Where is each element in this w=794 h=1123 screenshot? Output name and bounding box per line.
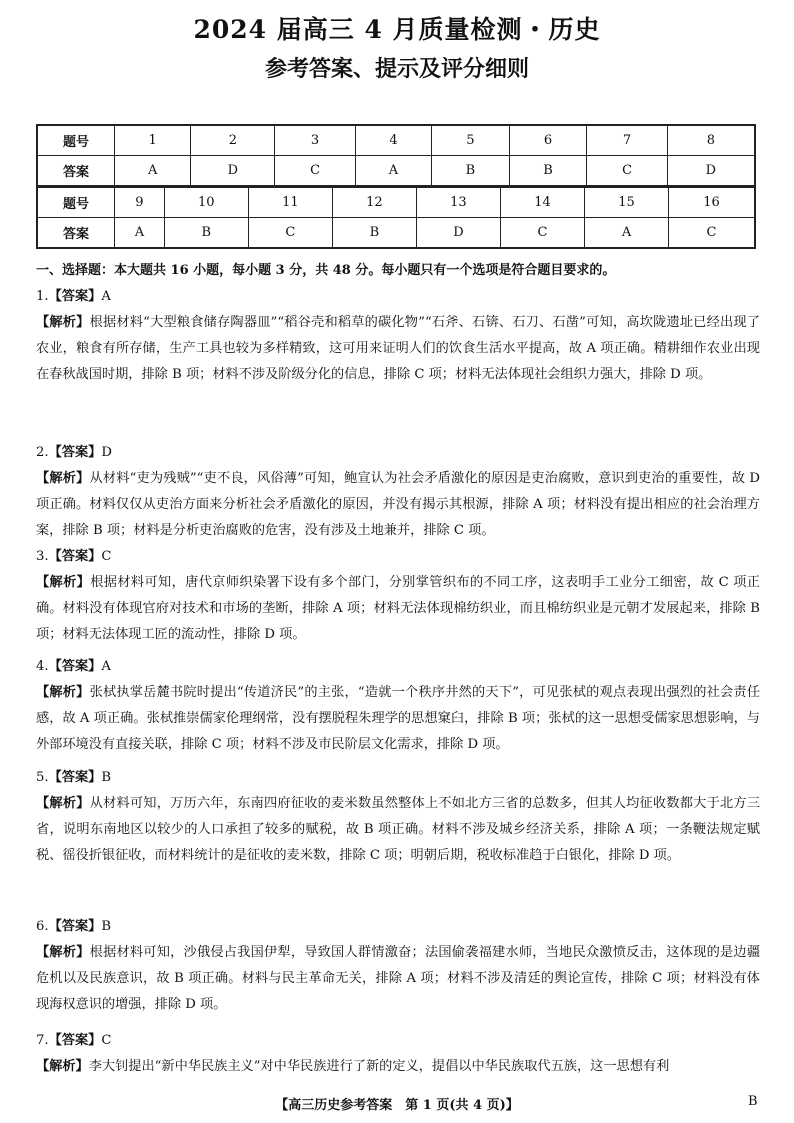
explanation-paragraph [36, 940, 760, 1018]
answer-tag: 【答案】 [48, 919, 102, 934]
answer-item-5 [36, 765, 760, 869]
table-cell: A [585, 218, 669, 249]
answer-line [36, 544, 760, 570]
explanation-paragraph [36, 570, 760, 648]
explanation-tag: 【解析】 [36, 471, 90, 486]
answer-line [36, 914, 760, 940]
answer-tag: 【答案】 [48, 659, 102, 674]
table-cell: 6 [509, 125, 587, 156]
answer-item-2 [36, 440, 760, 544]
explanation-text: 根据材料可知，沙俄侵占我国伊犁，导致国人群情激奋；法国偷袭福建水师，当地民众激愤反击，这体现的是边疆危机以及民族意识，故 B 项正确。材料与民主革命无关，排除 A 项；材料不涉及清廷的舆论宣传，排除 C 项；材料没有体现海权意识的增强，排除 D 项。 [36, 945, 761, 1012]
table-cell: C [275, 156, 355, 187]
answer-item-1 [36, 284, 760, 388]
answer-item-3 [36, 544, 760, 648]
explanation-paragraph [36, 1054, 760, 1080]
answer-table-1-8 [36, 124, 756, 187]
table-cell: A [355, 156, 431, 187]
explanation-paragraph [36, 466, 760, 544]
table-cell: C [248, 218, 332, 249]
page-footer: 【高三历史参考答案 第 1 页(共 4 页)】 [275, 1098, 519, 1113]
explanation-tag: 【解析】 [36, 685, 90, 700]
explanation-tag: 【解析】 [36, 575, 91, 590]
row-label-number: 题号 [37, 125, 115, 156]
table-row-numbers [37, 187, 755, 218]
table-cell: 8 [667, 125, 755, 156]
table-cell: 11 [248, 187, 332, 218]
table-row-answers [37, 218, 755, 249]
answer-line [36, 1028, 760, 1054]
item-number: 7. [36, 1033, 49, 1048]
explanation-text: 根据材料可知，唐代京师织染署下设有多个部门，分别掌管织布的不同工序，这表明手工业分工细密，故 C 项正确。材料没有体现官府对技术和市场的垄断，排除 A 项；材料无法体现棉纺织业，而且棉纺织业是元朝才发展起来，排除 B 项；材料无法体现工匠的流动性，排除 D 项。 [36, 575, 760, 642]
table-row-numbers [37, 125, 755, 156]
table-cell: 14 [500, 187, 584, 218]
table-cell: 1 [115, 125, 191, 156]
explanation-tag: 【解析】 [36, 315, 90, 330]
answer-value: B [101, 770, 112, 785]
table-cell: C [500, 218, 584, 249]
explanation-tag: 【解析】 [36, 945, 90, 960]
answer-value: A [101, 659, 111, 674]
table-cell: 15 [585, 187, 669, 218]
explanation-paragraph [36, 680, 760, 758]
answer-value: C [101, 549, 112, 564]
table-cell: B [509, 156, 587, 187]
explanation-text: 张栻执掌岳麓书院时提出“传道济民”的主张，“造就一个秩序井然的天下”，可见张栻的观点表现出强烈的社会责任感，故 A 项正确。张栻推崇儒家伦理纲常，没有摆脱程朱理学的思想窠臼，排除 B 项；张栻的这一思想受儒家思想影响，与外部环境没有直接关联，排除 C 项；材料不涉及市民阶层文化需求，排除 D 项。 [36, 685, 761, 752]
table-cell: D [667, 156, 755, 187]
item-number: 2. [36, 445, 49, 460]
version-mark: B [748, 1094, 758, 1109]
item-number: 3. [36, 549, 49, 564]
table-cell: 5 [432, 125, 510, 156]
answer-item-6 [36, 914, 760, 1018]
table-cell: 16 [669, 187, 755, 218]
table-cell: A [115, 218, 165, 249]
table-cell: B [432, 156, 510, 187]
table-cell: 2 [191, 125, 275, 156]
answer-tag: 【答案】 [48, 289, 102, 304]
table-cell: 12 [332, 187, 416, 218]
page-title: 2024 届高三 4 月质量检测・历史 [193, 15, 601, 44]
answer-item-4 [36, 654, 760, 758]
explanation-paragraph [36, 791, 760, 869]
answer-value: A [101, 289, 111, 304]
answer-table-9-16 [36, 186, 756, 249]
explanation-text: 李大钊提出“新中华民族主义”对中华民族进行了新的定义，提倡以中华民族取代五族，这一思想有利 [88, 1059, 670, 1074]
table-cell: 10 [164, 187, 248, 218]
item-number: 1. [36, 289, 49, 304]
explanation-text: 从材料可知，万历六年，东南四府征收的麦米数虽然整体上不如北方三省的总数多，但其人均征收数都大于北方三省，说明东南地区以较少的人口承担了较多的赋税，故 B 项正确。材料不涉及城乡经济关系，排除 A 项；一条鞭法规定赋税、徭役折银征收，而材料统计的是征收的麦米数，排除 C 项；明朝后期，税收标准趋于白银化，排除 D 项。 [36, 796, 761, 863]
table-cell: C [587, 156, 667, 187]
table-cell: D [191, 156, 275, 187]
item-number: 6. [36, 919, 49, 934]
table-cell: C [669, 218, 755, 249]
answer-value: C [101, 1033, 112, 1048]
row-label-number: 题号 [37, 187, 115, 218]
answer-line [36, 440, 760, 466]
table-row-answers [37, 156, 755, 187]
table-cell: 7 [587, 125, 667, 156]
explanation-paragraph [36, 310, 760, 388]
answer-tag: 【答案】 [48, 770, 102, 785]
answer-line [36, 654, 760, 680]
answer-tag: 【答案】 [48, 549, 102, 564]
explanation-tag: 【解析】 [36, 1059, 89, 1074]
table-cell: A [115, 156, 191, 187]
answer-item-7 [36, 1028, 760, 1080]
table-cell: D [416, 218, 500, 249]
table-cell: B [332, 218, 416, 249]
answer-tag: 【答案】 [48, 445, 102, 460]
table-cell: 3 [275, 125, 355, 156]
answer-value: D [101, 445, 112, 460]
page-subtitle: 参考答案、提示及评分细则 [264, 56, 529, 82]
section-heading: 一、选择题：本大题共 16 小题，每小题 3 分，共 48 分。每小题只有一个选项是符合题目要求的。 [36, 263, 616, 278]
table-cell: 4 [355, 125, 431, 156]
table-cell: 9 [115, 187, 165, 218]
table-cell: B [164, 218, 248, 249]
explanation-text: 从材料“吏为残贼”“吏不良，风俗薄”可知，鲍宣认为社会矛盾激化的原因是吏治腐败，意识到吏治的重要性，故 D 项正确。材料仅仅从吏治方面来分析社会矛盾激化的原因，并没有揭示其根源，排除 A 项；材料没有提出相应的社会治理方案，排除 B 项；材料是分析吏治腐败的危害，没有涉及土地兼并，排除 C 项。 [36, 471, 761, 538]
row-label-answer: 答案 [37, 156, 115, 187]
explanation-text: 根据材料“大型粮食储存陶器皿”“稻谷壳和稻草的碳化物”“石斧、石锛、石刀、石凿”可知，高坎陇遗址已经出现了农业，粮食有所存储，生产工具也较为多样精致，这可用来证明人们的饮食生活水平提高，故 A 项正确。精耕细作农业出现在春秋战国时期，排除 B 项；材料不涉及阶级分化的信息，排除 C 项；材料无法体现社会组织力强大，排除 D 项。 [36, 315, 761, 382]
item-number: 4. [36, 659, 49, 674]
answer-line [36, 284, 760, 310]
explanation-tag: 【解析】 [36, 796, 90, 811]
row-label-answer: 答案 [37, 218, 115, 249]
answer-value: B [101, 919, 112, 934]
answer-line [36, 765, 760, 791]
answer-tag: 【答案】 [48, 1033, 102, 1048]
item-number: 5. [36, 770, 49, 785]
table-cell: 13 [416, 187, 500, 218]
